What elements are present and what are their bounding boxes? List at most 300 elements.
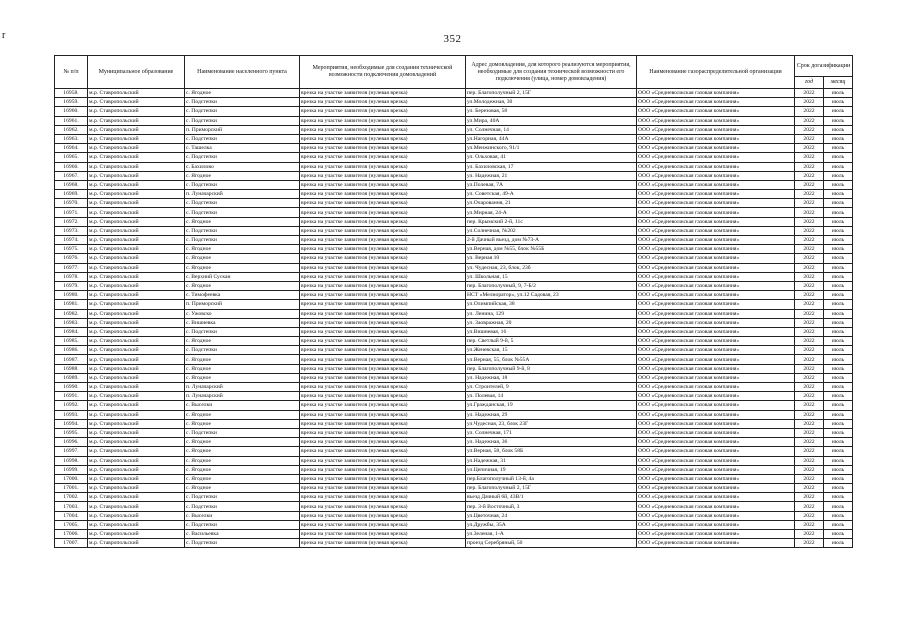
cell-settlement: с. Ягодное <box>185 410 300 419</box>
cell-settlement: п. Луначарский <box>185 392 300 401</box>
cell-address: ул. Школьная, 15 <box>466 272 637 281</box>
cell-number: 16963. <box>55 134 88 143</box>
cell-municipality: м.р. Ставропольский <box>88 502 185 511</box>
cell-year: 2022 <box>795 309 824 318</box>
cell-municipality: м.р. Ставропольский <box>88 419 185 428</box>
cell-settlement: с. Ягодное <box>185 254 300 263</box>
cell-activity: врезка на участке заявителя (нулевая врезка) <box>300 456 466 465</box>
cell-year: 2022 <box>795 428 824 437</box>
cell-settlement: п. Луначарский <box>185 190 300 199</box>
cell-year: 2022 <box>795 410 824 419</box>
cell-settlement: с. Подстепки <box>185 208 300 217</box>
cell-month: июль <box>824 401 853 410</box>
table-row <box>55 190 853 199</box>
cell-number: 16983. <box>55 318 88 327</box>
cell-address: ул.Вишневая, 16 <box>466 327 637 336</box>
cell-month: июль <box>824 355 853 364</box>
cell-month: июль <box>824 327 853 336</box>
cell-organization: ООО «Средневолжская газовая компания» <box>637 281 795 290</box>
cell-month: июль <box>824 291 853 300</box>
cell-number: 16970. <box>55 199 88 208</box>
cell-municipality: м.р. Ставропольский <box>88 263 185 272</box>
cell-number: 16965. <box>55 153 88 162</box>
cell-year: 2022 <box>795 318 824 327</box>
cell-number: 16974. <box>55 236 88 245</box>
table-row <box>55 254 853 263</box>
cell-settlement: с. Подстепки <box>185 493 300 502</box>
cell-address: ул.Солнечная, №202 <box>466 226 637 235</box>
cell-organization: ООО «Средневолжская газовая компания» <box>637 190 795 199</box>
table-row <box>55 171 853 180</box>
cell-number: 17007. <box>55 539 88 548</box>
cell-month: июль <box>824 281 853 290</box>
cell-settlement: с. Верхний Сускан <box>185 272 300 281</box>
cell-address: ул.Очаровання, 21 <box>466 199 637 208</box>
cell-month: июль <box>824 153 853 162</box>
table-row <box>55 263 853 272</box>
table-row <box>55 89 853 98</box>
cell-year: 2022 <box>795 327 824 336</box>
table-body <box>55 89 853 548</box>
cell-settlement: с. Ягодное <box>185 263 300 272</box>
cell-municipality: м.р. Ставропольский <box>88 493 185 502</box>
cell-month: июль <box>824 337 853 346</box>
cell-year: 2022 <box>795 337 824 346</box>
table-row <box>55 456 853 465</box>
cell-municipality: м.р. Ставропольский <box>88 530 185 539</box>
cell-address: ул. Чудесная, 23, блок, 23б <box>466 263 637 272</box>
cell-settlement: с. Подстепки <box>185 107 300 116</box>
header-month: месяц <box>824 77 853 89</box>
cell-year: 2022 <box>795 419 824 428</box>
cell-month: июль <box>824 465 853 474</box>
cell-activity: врезка на участке заявителя (нулевая врезка) <box>300 107 466 116</box>
cell-address: ул. Верная 10 <box>466 254 637 263</box>
cell-address: ул.Олимпийская, 38 <box>466 300 637 309</box>
cell-organization: ООО «Средневолжская газовая компания» <box>637 98 795 107</box>
cell-month: июль <box>824 539 853 548</box>
table-row <box>55 520 853 529</box>
cell-address: ул.Дружбы, 35А <box>466 520 637 529</box>
cell-address: ул.Верная, дом №55, блок №55Б <box>466 245 637 254</box>
cell-organization: ООО «Средневолжская газовая компания» <box>637 346 795 355</box>
cell-number: 16987. <box>55 355 88 364</box>
cell-year: 2022 <box>795 254 824 263</box>
cell-year: 2022 <box>795 383 824 392</box>
cell-month: июль <box>824 226 853 235</box>
cell-municipality: м.р. Ставропольский <box>88 272 185 281</box>
cell-address: ул.Нагорная, 44А <box>466 134 637 143</box>
cell-number: 16964. <box>55 144 88 153</box>
cell-year: 2022 <box>795 134 824 143</box>
cell-address: ул. Ленина, 129 <box>466 309 637 318</box>
cell-year: 2022 <box>795 107 824 116</box>
cell-month: июль <box>824 89 853 98</box>
cell-month: июль <box>824 162 853 171</box>
table-row <box>55 98 853 107</box>
cell-organization: ООО «Средневолжская газовая компания» <box>637 89 795 98</box>
cell-activity: врезка на участке заявителя (нулевая врезка) <box>300 309 466 318</box>
cell-organization: ООО «Средневолжская газовая компания» <box>637 217 795 226</box>
cell-month: июль <box>824 373 853 382</box>
cell-settlement: п. Луначарский <box>185 383 300 392</box>
cell-address: ул.Верная, 58, блок 58Б <box>466 447 637 456</box>
header-year: год <box>795 77 824 89</box>
cell-municipality: м.р. Ставропольский <box>88 199 185 208</box>
cell-municipality: м.р. Ставропольский <box>88 134 185 143</box>
cell-number: 16996. <box>55 438 88 447</box>
cell-activity: врезка на участке заявителя (нулевая врезка) <box>300 383 466 392</box>
cell-number: 17004. <box>55 511 88 520</box>
cell-year: 2022 <box>795 511 824 520</box>
table-row <box>55 116 853 125</box>
cell-number: 16960. <box>55 107 88 116</box>
cell-address: ул.Верная, 55, блок №55А <box>466 355 637 364</box>
cell-year: 2022 <box>795 98 824 107</box>
cell-address: ул.Менжинского, 91/1 <box>466 144 637 153</box>
cell-address: пер.Благополучный 13-й, 4а <box>466 474 637 483</box>
cell-year: 2022 <box>795 539 824 548</box>
cell-activity: врезка на участке заявителя (нулевая врезка) <box>300 392 466 401</box>
cell-organization: ООО «Средневолжская газовая компания» <box>637 539 795 548</box>
cell-address: пер. Благополучный 2, 15Г <box>466 484 637 493</box>
cell-number: 16988. <box>55 364 88 373</box>
table-row <box>55 199 853 208</box>
table-row <box>55 236 853 245</box>
cell-address: ул. Бахиловская, 17 <box>466 162 637 171</box>
cell-month: июль <box>824 419 853 428</box>
cell-activity: врезка на участке заявителя (нулевая врезка) <box>300 520 466 529</box>
cell-number: 16994. <box>55 419 88 428</box>
table-row <box>55 502 853 511</box>
cell-municipality: м.р. Ставропольский <box>88 89 185 98</box>
cell-municipality: м.р. Ставропольский <box>88 438 185 447</box>
cell-month: июль <box>824 171 853 180</box>
cell-number: 16973. <box>55 226 88 235</box>
cell-number: 16989. <box>55 373 88 382</box>
cell-month: июль <box>824 190 853 199</box>
cell-address: пер. 3-й Восточный, 3 <box>466 502 637 511</box>
table-row <box>55 162 853 171</box>
cell-year: 2022 <box>795 484 824 493</box>
cell-month: июль <box>824 520 853 529</box>
cell-municipality: м.р. Ставропольский <box>88 236 185 245</box>
cell-month: июль <box>824 272 853 281</box>
cell-municipality: м.р. Ставропольский <box>88 190 185 199</box>
cell-number: 16968. <box>55 180 88 189</box>
cell-organization: ООО «Средневолжская газовая компания» <box>637 107 795 116</box>
cell-organization: ООО «Средневолжская газовая компания» <box>637 162 795 171</box>
cell-municipality: м.р. Ставропольский <box>88 511 185 520</box>
cell-month: июль <box>824 107 853 116</box>
cell-activity: врезка на участке заявителя (нулевая врезка) <box>300 474 466 483</box>
cell-activity: врезка на участке заявителя (нулевая врезка) <box>300 263 466 272</box>
table-row <box>55 318 853 327</box>
cell-month: июль <box>824 493 853 502</box>
table-row <box>55 180 853 189</box>
cell-number: 16980. <box>55 291 88 300</box>
cell-organization: ООО «Средневолжская газовая компания» <box>637 410 795 419</box>
cell-year: 2022 <box>795 465 824 474</box>
table-row <box>55 125 853 134</box>
cell-activity: врезка на участке заявителя (нулевая врезка) <box>300 419 466 428</box>
cell-address: пер. Светлый 9-й, 5 <box>466 337 637 346</box>
table-row <box>55 281 853 290</box>
cell-activity: врезка на участке заявителя (нулевая врезка) <box>300 281 466 290</box>
cell-municipality: м.р. Ставропольский <box>88 364 185 373</box>
cell-address: ул. Заовражная, 20 <box>466 318 637 327</box>
cell-municipality: м.р. Ставропольский <box>88 300 185 309</box>
cell-municipality: м.р. Ставропольский <box>88 171 185 180</box>
cell-municipality: м.р. Ставропольский <box>88 254 185 263</box>
cell-year: 2022 <box>795 144 824 153</box>
cell-activity: врезка на участке заявителя (нулевая врезка) <box>300 190 466 199</box>
table-row <box>55 465 853 474</box>
cell-address: въезд Дачный 6й, 43В/1 <box>466 493 637 502</box>
cell-address: ул. Строителей, 9 <box>466 383 637 392</box>
cell-organization: ООО «Средневолжская газовая компания» <box>637 383 795 392</box>
cell-number: 16982. <box>55 309 88 318</box>
cell-address: 2-й Дачный въезд, дом №73-А <box>466 236 637 245</box>
cell-year: 2022 <box>795 281 824 290</box>
cell-activity: врезка на участке заявителя (нулевая врезка) <box>300 226 466 235</box>
table-row <box>55 539 853 548</box>
cell-month: июль <box>824 116 853 125</box>
cell-number: 16997. <box>55 447 88 456</box>
cell-organization: ООО «Средневолжская газовая компания» <box>637 236 795 245</box>
table-row <box>55 144 853 153</box>
cell-year: 2022 <box>795 300 824 309</box>
cell-number: 16991. <box>55 392 88 401</box>
cell-address: ул. Надежная, 21 <box>466 171 637 180</box>
cell-number: 16992. <box>55 401 88 410</box>
cell-activity: врезка на участке заявителя (нулевая врезка) <box>300 447 466 456</box>
cell-number: 17001. <box>55 484 88 493</box>
cell-address: ул. Солнечная, 14 <box>466 125 637 134</box>
table-row <box>55 373 853 382</box>
cell-activity: врезка на участке заявителя (нулевая врезка) <box>300 438 466 447</box>
cell-address: НСТ «Мелиоратор», ул.12 Садовая, 23 <box>466 291 637 300</box>
cell-organization: ООО «Средневолжская газовая компания» <box>637 125 795 134</box>
cell-municipality: м.р. Ставропольский <box>88 162 185 171</box>
cell-settlement: с. Васильевка <box>185 530 300 539</box>
table-row <box>55 217 853 226</box>
cell-year: 2022 <box>795 208 824 217</box>
cell-year: 2022 <box>795 180 824 189</box>
header-address: Адрес домовладения, для которого реализуются мероприятия, необходимые для создания технической возможности его подключения (улица, номер домовладения) <box>466 56 637 89</box>
cell-month: июль <box>824 410 853 419</box>
cell-settlement: с. Подстепки <box>185 134 300 143</box>
cell-year: 2022 <box>795 373 824 382</box>
cell-organization: ООО «Средневолжская газовая компания» <box>637 355 795 364</box>
cell-settlement: с. Выселки <box>185 511 300 520</box>
table-row <box>55 208 853 217</box>
cell-address: ул.Гражданская, 19 <box>466 401 637 410</box>
table-row <box>55 484 853 493</box>
cell-settlement: с. Ягодное <box>185 484 300 493</box>
cell-address: ул. Полевая, 14 <box>466 392 637 401</box>
header-term: Срок догазификации <box>795 56 853 77</box>
table-row <box>55 364 853 373</box>
cell-settlement: с. Ягодное <box>185 364 300 373</box>
cell-municipality: м.р. Ставропольский <box>88 153 185 162</box>
cell-address: ул.Зеленая, 1-А <box>466 530 637 539</box>
cell-municipality: м.р. Ставропольский <box>88 116 185 125</box>
cell-settlement: с. Выселки <box>185 401 300 410</box>
cell-activity: врезка на участке заявителя (нулевая врезка) <box>300 373 466 382</box>
cell-year: 2022 <box>795 171 824 180</box>
cell-organization: ООО «Средневолжская газовая компания» <box>637 337 795 346</box>
cell-month: июль <box>824 318 853 327</box>
cell-settlement: п. Приморский <box>185 300 300 309</box>
cell-activity: врезка на участке заявителя (нулевая врезка) <box>300 410 466 419</box>
cell-activity: врезка на участке заявителя (нулевая врезка) <box>300 134 466 143</box>
cell-year: 2022 <box>795 447 824 456</box>
cell-municipality: м.р. Ставропольский <box>88 337 185 346</box>
cell-settlement: с. Подстепки <box>185 98 300 107</box>
cell-municipality: м.р. Ставропольский <box>88 401 185 410</box>
table-row <box>55 226 853 235</box>
cell-municipality: м.р. Ставропольский <box>88 474 185 483</box>
cell-address: ул. Советская, 49-А <box>466 190 637 199</box>
cell-organization: ООО «Средневолжская газовая компания» <box>637 153 795 162</box>
cell-address: ул. Надежная, 29 <box>466 410 637 419</box>
cell-month: июль <box>824 428 853 437</box>
header-no: № п/п <box>55 56 88 89</box>
cell-month: июль <box>824 125 853 134</box>
cell-year: 2022 <box>795 493 824 502</box>
cell-settlement: с. Ягодное <box>185 373 300 382</box>
cell-address: ул.Молодежная, 30 <box>466 98 637 107</box>
cell-year: 2022 <box>795 125 824 134</box>
cell-settlement: с. Подстепки <box>185 539 300 548</box>
cell-address: проезд Серебряный, 50 <box>466 539 637 548</box>
cell-settlement: с. Ужовско <box>185 309 300 318</box>
cell-organization: ООО «Средневолжская газовая компания» <box>637 520 795 529</box>
cell-year: 2022 <box>795 162 824 171</box>
cell-activity: врезка на участке заявителя (нулевая врезка) <box>300 217 466 226</box>
cell-year: 2022 <box>795 346 824 355</box>
cell-organization: ООО «Средневолжская газовая компания» <box>637 300 795 309</box>
cell-month: июль <box>824 364 853 373</box>
cell-month: июль <box>824 98 853 107</box>
cell-municipality: м.р. Ставропольский <box>88 125 185 134</box>
cell-organization: ООО «Средневолжская газовая компания» <box>637 208 795 217</box>
cell-address: пер. Благополучный, 9, 7-Б/2 <box>466 281 637 290</box>
cell-municipality: м.р. Ставропольский <box>88 484 185 493</box>
cell-organization: ООО «Средневолжская газовая компания» <box>637 134 795 143</box>
cell-activity: врезка на участке заявителя (нулевая врезка) <box>300 245 466 254</box>
table-row <box>55 383 853 392</box>
cell-activity: врезка на участке заявителя (нулевая врезка) <box>300 364 466 373</box>
cell-month: июль <box>824 208 853 217</box>
cell-organization: ООО «Средневолжская газовая компания» <box>637 502 795 511</box>
cell-address: ул. Березовая, 58 <box>466 107 637 116</box>
margin-mark: r <box>2 30 6 41</box>
table-row <box>55 401 853 410</box>
cell-activity: врезка на участке заявителя (нулевая врезка) <box>300 318 466 327</box>
cell-month: июль <box>824 134 853 143</box>
cell-year: 2022 <box>795 502 824 511</box>
table-row <box>55 245 853 254</box>
cell-municipality: м.р. Ставропольский <box>88 456 185 465</box>
cell-address: пер. Крымский 2-й, 11с <box>466 217 637 226</box>
cell-month: июль <box>824 245 853 254</box>
cell-municipality: м.р. Ставропольский <box>88 226 185 235</box>
cell-month: июль <box>824 484 853 493</box>
cell-number: 17000. <box>55 474 88 483</box>
gasification-table <box>54 55 853 548</box>
cell-municipality: м.р. Ставропольский <box>88 208 185 217</box>
cell-settlement: с. Подстепки <box>185 502 300 511</box>
cell-month: июль <box>824 447 853 456</box>
cell-activity: врезка на участке заявителя (нулевая врезка) <box>300 98 466 107</box>
header-municipality: Муниципальное образование <box>88 56 185 89</box>
cell-month: июль <box>824 199 853 208</box>
table-row <box>55 447 853 456</box>
cell-address: ул. Ольховая, 41 <box>466 153 637 162</box>
cell-activity: врезка на участке заявителя (нулевая врезка) <box>300 125 466 134</box>
cell-activity: врезка на участке заявителя (нулевая врезка) <box>300 530 466 539</box>
table-row <box>55 107 853 116</box>
table-row <box>55 428 853 437</box>
cell-municipality: м.р. Ставропольский <box>88 520 185 529</box>
cell-organization: ООО «Средневолжская газовая компания» <box>637 171 795 180</box>
cell-organization: ООО «Средневолжская газовая компания» <box>637 199 795 208</box>
cell-address: ул.Надежная, 31 <box>466 456 637 465</box>
cell-activity: врезка на участке заявителя (нулевая врезка) <box>300 208 466 217</box>
cell-organization: ООО «Средневолжская газовая компания» <box>637 144 795 153</box>
cell-municipality: м.р. Ставропольский <box>88 346 185 355</box>
cell-year: 2022 <box>795 153 824 162</box>
cell-organization: ООО «Средневолжская газовая компания» <box>637 254 795 263</box>
cell-municipality: м.р. Ставропольский <box>88 217 185 226</box>
cell-year: 2022 <box>795 456 824 465</box>
cell-month: июль <box>824 263 853 272</box>
cell-month: июль <box>824 309 853 318</box>
cell-settlement: с. Подстепки <box>185 226 300 235</box>
cell-organization: ООО «Средневолжская газовая компания» <box>637 263 795 272</box>
cell-activity: врезка на участке заявителя (нулевая врезка) <box>300 502 466 511</box>
cell-settlement: с. Ягодное <box>185 447 300 456</box>
cell-organization: ООО «Средневолжская газовая компания» <box>637 392 795 401</box>
cell-month: июль <box>824 346 853 355</box>
cell-number: 16958. <box>55 89 88 98</box>
cell-organization: ООО «Средневолжская газовая компания» <box>637 364 795 373</box>
cell-activity: врезка на участке заявителя (нулевая врезка) <box>300 327 466 336</box>
cell-organization: ООО «Средневолжская газовая компания» <box>637 447 795 456</box>
cell-settlement: с. Ягодное <box>185 337 300 346</box>
cell-organization: ООО «Средневолжская газовая компания» <box>637 291 795 300</box>
cell-year: 2022 <box>795 364 824 373</box>
table-row <box>55 392 853 401</box>
cell-number: 17003. <box>55 502 88 511</box>
cell-municipality: м.р. Ставропольский <box>88 245 185 254</box>
header-activity: Мероприятия, необходимые для создания технической возможности подключения домовладений <box>300 56 466 89</box>
cell-number: 16961. <box>55 116 88 125</box>
cell-organization: ООО «Средневолжская газовая компания» <box>637 428 795 437</box>
cell-settlement: с. Подстепки <box>185 346 300 355</box>
cell-organization: ООО «Средневолжская газовая компания» <box>637 318 795 327</box>
cell-activity: врезка на участке заявителя (нулевая врезка) <box>300 199 466 208</box>
cell-number: 16967. <box>55 171 88 180</box>
cell-organization: ООО «Средневолжская газовая компания» <box>637 373 795 382</box>
cell-number: 16984. <box>55 327 88 336</box>
cell-month: июль <box>824 511 853 520</box>
cell-organization: ООО «Средневолжская газовая компания» <box>637 327 795 336</box>
cell-year: 2022 <box>795 272 824 281</box>
header-organization: Наименование газораспределительной организации <box>637 56 795 89</box>
